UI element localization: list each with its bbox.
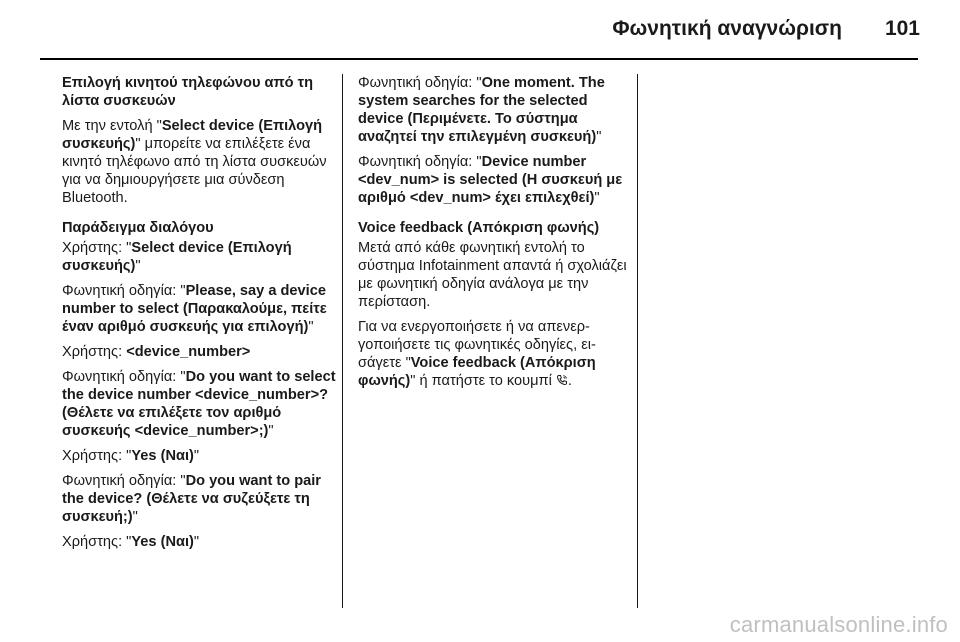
section-heading-select-phone: Επιλογή κινητού τηλεφώνου από τη λίστα συσκευών (62, 75, 314, 109)
paragraph-select-device (62, 117, 342, 207)
dialog-text: Yes (Ναι) (131, 534, 194, 550)
page-title: Φωνητική αναγνώριση (612, 17, 842, 40)
dialog-line (62, 472, 342, 526)
quote: " (308, 319, 314, 335)
quote: " (135, 258, 141, 274)
dialog-line (62, 368, 342, 440)
dialog-line (62, 282, 342, 336)
dialog-text: Select device (Επιλογή συσκευής) (62, 240, 292, 274)
quote: " (132, 509, 138, 525)
voice-command: Select device (Επιλογή συσκευής) (62, 118, 323, 152)
dialog-text: <device_number> (126, 344, 251, 360)
speaker: Φωνητική οδηγία: " (358, 75, 482, 91)
speaker: Χρήστης: (62, 344, 127, 360)
dialog-text: One moment. The system searches for the selected device (Περιμένετε. Το σύστημα αναζητεί την επιλεγμένη συσκευή) (358, 75, 605, 145)
section-heading-dialog-example: Παράδειγμα διαλόγου (62, 220, 214, 236)
quote: " (594, 190, 600, 206)
speaker: Χρήστης: " (62, 448, 132, 464)
dialog-text: Yes (Ναι) (131, 448, 194, 464)
quote: " (596, 129, 602, 145)
text: " μπορείτε να επιλέξετε ένα κινητό τηλέφωνο από τη λίστα συσκευών για να δημιουργήσετε μια σύνδεση Bluetooth. (62, 136, 327, 206)
header-divider (40, 58, 918, 60)
dialog-line (62, 343, 342, 361)
page-number: 101 (884, 17, 920, 40)
speaker: Φωνητική οδηγία: " (62, 473, 186, 489)
text: Για να ενεργοποιήσετε ή να απενεργοποιήσετε τις φωνητικές οδηγίες, εισάγετε " (358, 319, 596, 371)
paragraph-toggle-feedback (358, 318, 628, 390)
dialog-line (358, 74, 628, 146)
speaker: Χρήστης: " (62, 240, 132, 256)
speaker: Φωνητική οδηγία: " (62, 283, 186, 299)
column-divider (637, 74, 638, 608)
quote: " (193, 448, 200, 464)
dialog-line (358, 153, 628, 207)
column-left (62, 74, 342, 558)
quote: " (193, 534, 200, 550)
paragraph-voice-feedback: Μετά από κάθε φωνητική εντολή το σύστημα Infotainment απαντά ή σχολιάζει με φωνητική οδηγία ανάλογα με την περίσταση. (358, 240, 627, 310)
speaker: Φωνητική οδηγία: " (62, 369, 186, 385)
dialog-line (62, 447, 342, 465)
page-header (0, 0, 960, 60)
column-divider (342, 74, 343, 608)
dialog-text: Please, say a device number to select (Παρακαλούμε, πείτε έναν αριθμό συσκευής για επιλογή) (62, 283, 327, 335)
speaker: Φωνητική οδηγία: " (358, 154, 482, 170)
dialog-line (62, 239, 342, 275)
text: . (567, 373, 572, 389)
speaker: Χρήστης: " (62, 534, 132, 550)
section-heading-voice-feedback: Voice feedback (Απόκριση φωνής) (358, 220, 600, 236)
dialog-text: Device number <dev_num> is selected (Η συσκευή με αριθμό <dev_num> έχει επιλεχθεί) (358, 154, 623, 206)
phone-voice-icon (556, 373, 568, 385)
column-middle (358, 74, 628, 397)
watermark: carmanualsonline.info (729, 612, 948, 637)
dialog-text: Do you want to select the device number <device_number>? (Θέλετε να επιλέξετε τον αριθμό συσκευής <device_number>;) (62, 369, 336, 439)
dialog-text: Do you want to pair the device? (Θέλετε να συζεύξετε τη συσκευή;) (62, 473, 321, 525)
dialog-line (62, 533, 342, 551)
quote: " (268, 423, 274, 439)
text: Με την εντολή " (62, 118, 162, 134)
voice-command: Voice feedback (Απόκριση φωνής) (358, 355, 596, 389)
text: " ή πατήστε το κουμπί (410, 373, 556, 389)
